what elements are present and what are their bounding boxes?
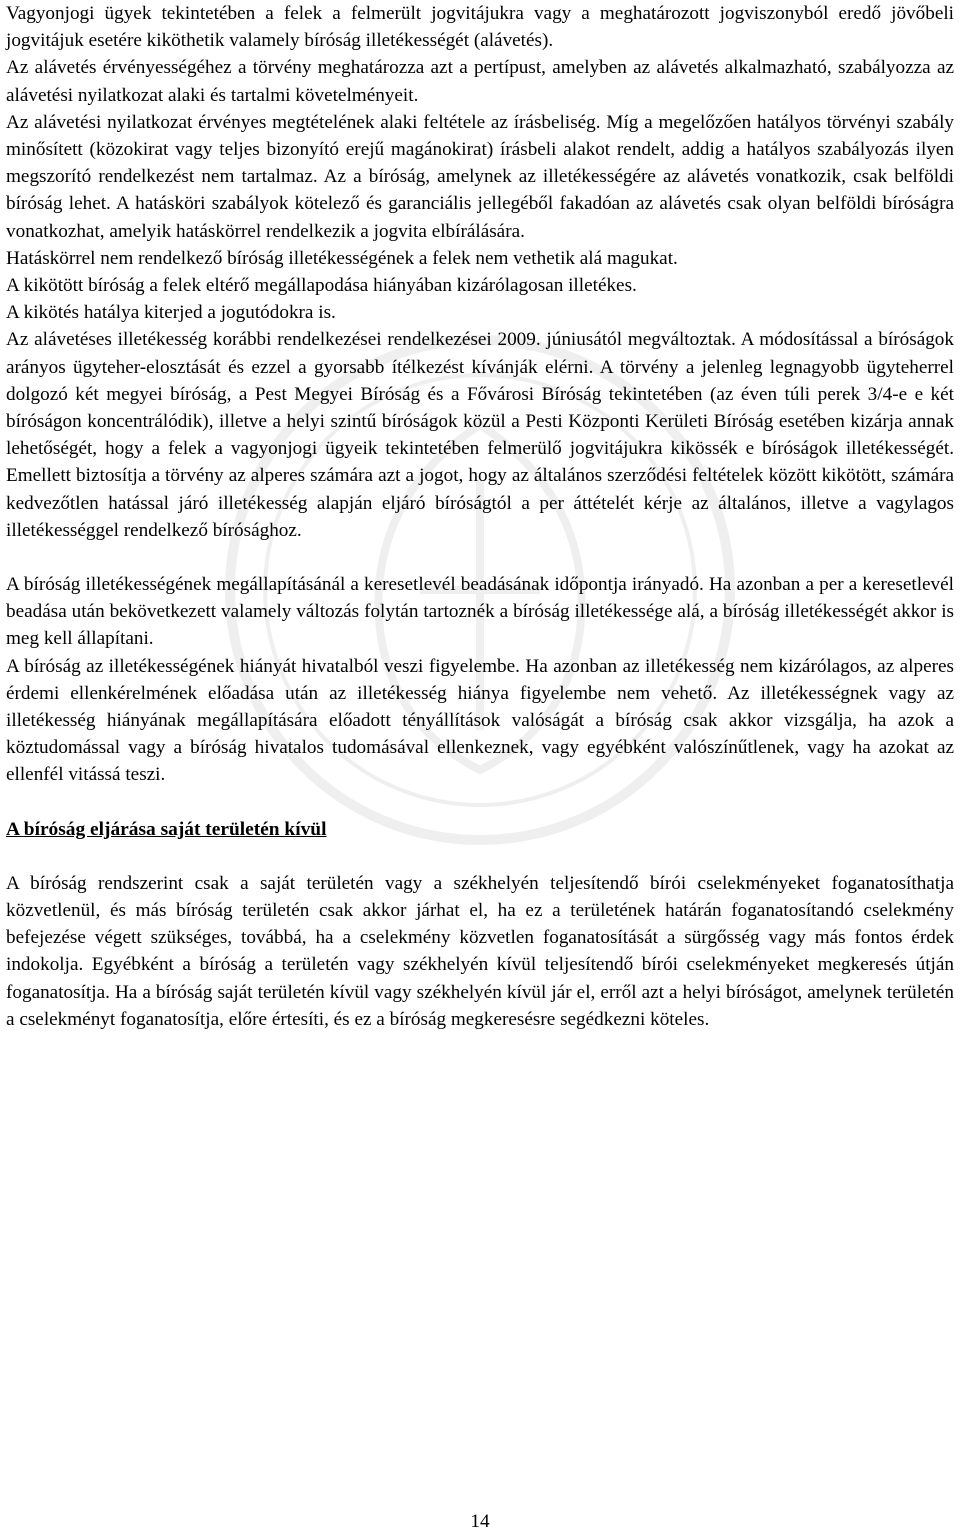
paragraph: Vagyonjogi ügyek tekintetében a felek a felmerült jogvitájukra vagy a meghatározott jogviszonyból eredő jövőbeli jogvitájuk esetére kiköthetik valamely bíróság illetékességét (alávetés). [6, 3, 954, 52]
paragraph: A bíróság az illetékességének hiányát hivatalból veszi figyelembe. Ha azonban az illetékesség nem kizárólagos, az alperes érdemi ellenkérelmének előadása után az illetékesség hiánya figyelembe nem vehető. Az illetékességnek vagy az illetékesség hiányának megállapítására előadott tényállítások valóságát a bíróság csak akkor vizsgálja, ha azok a köztudomással vagy a bíróság hivatalos tudomásával ellenkeznek, vagy egyébként valószínűtlenek, vagy ha azokat az ellenfél vitássá teszi. [6, 655, 954, 786]
paragraph: A kikötött bíróság a felek eltérő megállapodása hiányában kizárólagosan illetékes. [6, 275, 637, 297]
paragraph: Az alávetéses illetékesség korábbi rendelkezései rendelkezései 2009. júniusától megváltoztak. A módosítással a bíróságok arányos ügyteher-elosztását és ezzel a gyorsabb ítélkezést kívánják elérni. A törvény a jelenleg legnagyobb ügyteherrel dolgozó két megyei bíróság, a Pest Megyei Bíróság és a Fővárosi Bíróság tekintetében (az éven túli perek 3/4-e e két bíróságon koncentrálódik), illetve a helyi szintű bíróságok közül a Pesti Központi Kerületi Bíróság esetében kizárja annak lehetőségét, hogy a felek a vagyonjogi ügyeik tekintetében felmerülő jogvitájukra kikössék e bíróságok illetékességét. Emellett biztosítja a törvény az alperes számára azt a jogot, hogy az általános szerződési feltételek között kikötött, számára kedvezőtlen hatással járó illetékesség alapján eljáró bíróságtól a per áttételét kérje az általános, illetve a vagylagos illetékességgel rendelkező bírósághoz. [6, 329, 954, 541]
paragraph-spacer [6, 544, 954, 571]
paragraph-spacer [6, 843, 954, 870]
paragraph: A bíróság rendszerint csak a saját területén vagy a székhelyén teljesítendő bírói cselekményeket foganatosíthatja közvetlenül, és más bíróság területén csak akkor járhat el, ha ez a területének határán foganatosítandó cselekmény befejezése végett szükséges, továbbá, ha a cselekmény közvetlen foganatosítását a sürgősség vagy más fontos érdek indokolja. Egyébként a bíróság a területén vagy székhelyén kívül teljesítendő bírói cselekményeket megkeresés útján foganatosítja. Ha a bíróság saját területén kívül vagy székhelyén kívül jár el, erről azt a helyi bíróságot, amelynek területén a cselekményt foganatosítja, előre értesíti, és ez a bíróság megkeresésre segédkezni köteles. [6, 872, 954, 1030]
document-body [6, 0, 954, 1033]
section-heading: A bíróság eljárása saját területén kívül [6, 818, 327, 840]
paragraph-spacer [6, 789, 954, 816]
paragraph: Hatáskörrel nem rendelkező bíróság illetékességének a felek nem vethetik alá magukat. [6, 247, 678, 269]
paragraph: A kikötés hatálya kiterjed a jogutódokra is. [6, 302, 336, 324]
paragraph: Az alávetés érvényességéhez a törvény meghatározza azt a pertípust, amelyben az alávetés alkalmazható, szabályozza az alávetési nyilatkozat alaki és tartalmi követelményeit. [6, 57, 954, 106]
page-number: 14 [470, 1511, 490, 1532]
document-page [6, 0, 954, 1033]
paragraph: Az alávetési nyilatkozat érvényes megtételének alaki feltétele az írásbeliség. Míg a megelőzően hatályos törvényi szabály minősített (közokirat vagy teljes bizonyító erejű magánokirat) írásbeli alakot rendelt, addig a hatályos szabályozás ilyen megszorító rendelkezést nem tartalmaz. Az a bíróság, amelynek az illetékességére az alávetés vonatkozik, csak belföldi bíróság lehet. A hatásköri szabályok kötelező és garanciális jellegéből fakadóan az alávetés csak olyan belföldi bíróságra vonatkozhat, amelyik hatáskörrel rendelkezik a jogvita elbírálására. [6, 111, 954, 242]
paragraph: A bíróság illetékességének megállapításánál a keresetlevél beadásának időpontja irányadó. Ha azonban a per a keresetlevél beadása után bekövetkezett valamely változás folytán tartoznék a bíróság illetékessége alá, a bíróság illetékességét akkor is meg kell állapítani. [6, 574, 954, 650]
